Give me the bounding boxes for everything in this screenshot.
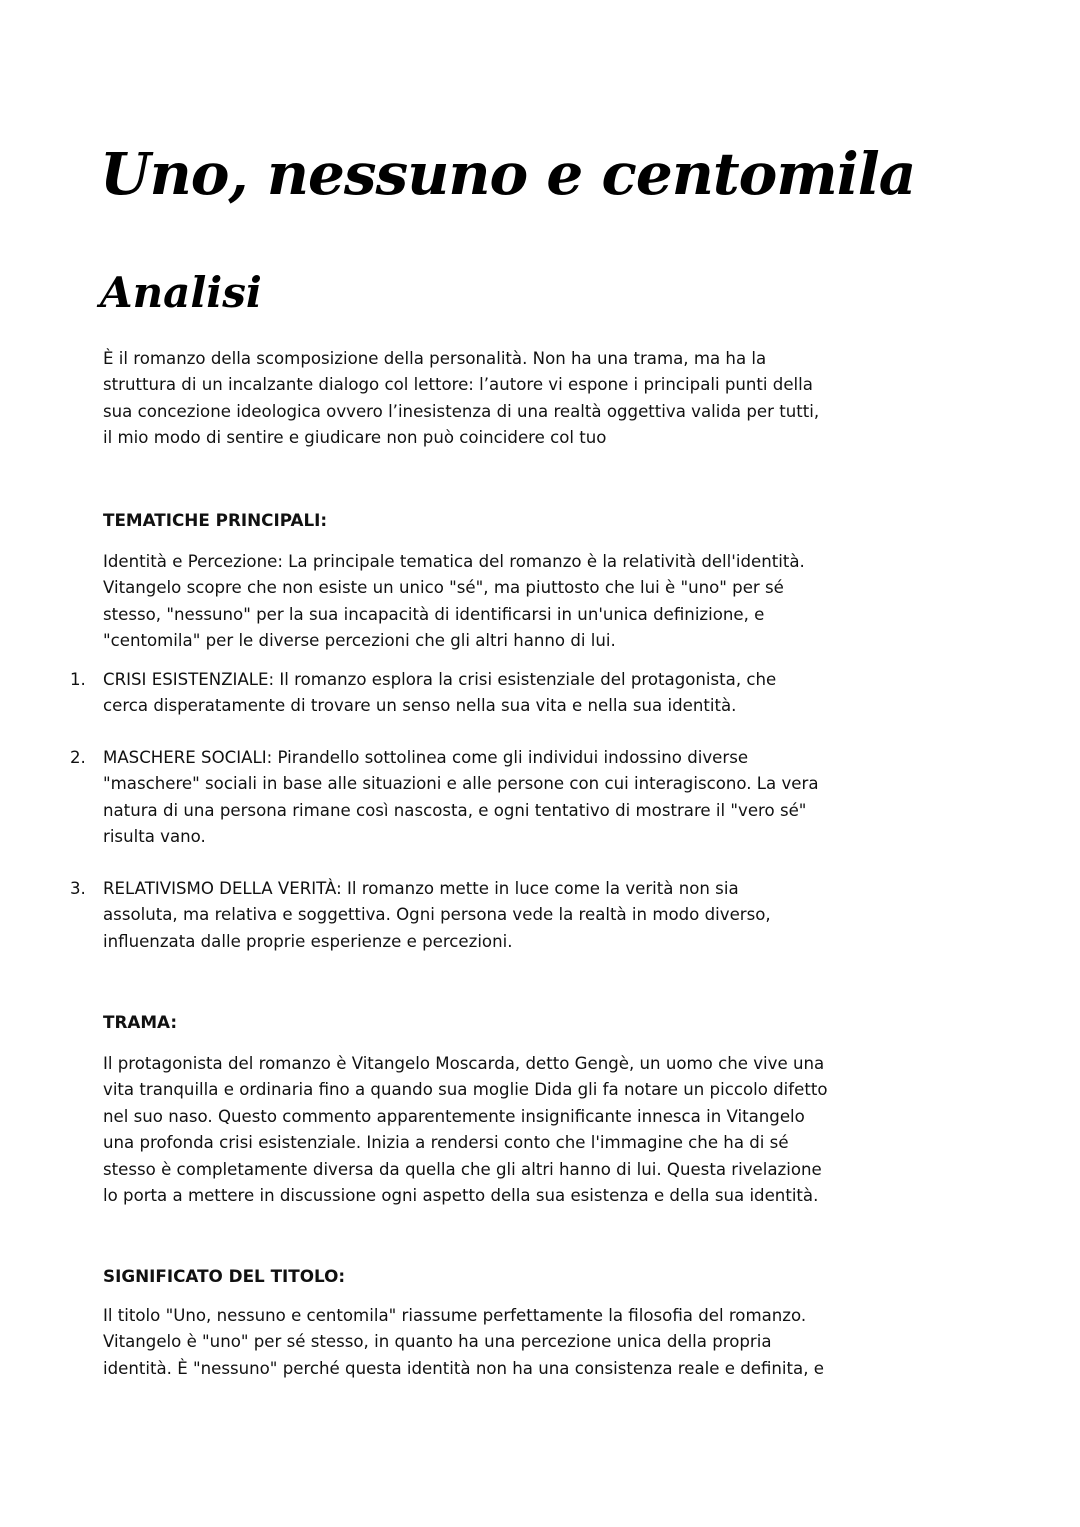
text-line: Il protagonista del romanzo è Vitangelo Moscarda, detto Gengè, un uomo che vive una [103,1054,825,1073]
list-number: 2. [70,748,86,767]
text-line: risulta vano. [103,827,206,847]
document-title: Uno, nessuno e centomila [100,140,916,208]
text-line: stesso è completamente diversa da quella che gli altri hanno di lui. Questa rivelazione [103,1159,822,1179]
intro-paragraph [103,346,1043,452]
list-item [103,667,1043,720]
list-item [103,876,1043,955]
text-line: "maschere" sociali in base alle situazioni e alle persone con cui interagiscono. La vera [103,774,819,794]
meaning-paragraph [103,1303,1043,1382]
text-line: Identità e Percezione: La principale tematica del romanzo è la relatività dell'identità. [103,552,805,571]
text-line: nel suo naso. Questo commento apparentemente insignificante innesca in Vitangelo [103,1106,805,1126]
section-title-analisi: Analisi [100,268,262,317]
text-line: vita tranquilla e ordinaria fino a quando sua moglie Dida gli fa notare un piccolo difetto [103,1080,828,1100]
themes-intro-paragraph [103,549,1043,655]
text-line: identità. È "nessuno" perché questa identità non ha una consistenza reale e definita, e [103,1358,824,1378]
text-line: "centomila" per le diverse percezioni che gli altri hanno di lui. [103,631,616,651]
text-line: sua concezione ideologica ovvero l’inesistenza di una realtà oggettiva valida per tutti, [103,401,820,421]
text-line: una profonda crisi esistenziale. Inizia a rendersi conto che l'immagine che ha di sé [103,1133,789,1153]
text-line: stesso, "nessuno" per la sua incapacità di identificarsi in un'unica definizione, e [103,604,765,624]
text-line: cerca disperatamente di trovare un senso nella sua vita e nella sua identità. [103,696,737,716]
text-line: il mio modo di sentire e giudicare non può coincidere col tuo [103,428,607,448]
plot-paragraph [103,1051,1043,1209]
list-number: 1. [70,670,86,689]
text-line: È il romanzo della scomposizione della personalità. Non ha una trama, ma ha la [103,349,767,368]
list-item [103,745,1043,851]
list-number: 3. [70,879,86,898]
text-line: assoluta, ma relativa e soggettiva. Ogni persona vede la realtà in modo diverso, [103,905,771,925]
text-line: RELATIVISMO DELLA VERITÀ: Il romanzo mette in luce come la verità non sia [103,879,739,898]
text-line: MASCHERE SOCIALI: Pirandello sottolinea come gli individui indossino diverse [103,748,749,767]
text-line: Vitangelo scopre che non esiste un unico "sé", ma piuttosto che lui è "uno" per sé [103,578,784,598]
text-line: CRISI ESISTENZIALE: Il romanzo esplora la crisi esistenziale del protagonista, che [103,670,777,689]
text-line: natura di una persona rimane così nascosta, e ogni tentativo di mostrare il "vero sé" [103,800,807,820]
meaning-heading: SIGNIFICATO DEL TITOLO: [103,1266,346,1286]
text-line: lo porta a mettere in discussione ogni aspetto della sua esistenza e della sua identità. [103,1186,819,1206]
text-line: influenzata dalle proprie esperienze e percezioni. [103,931,513,951]
text-line: Il titolo "Uno, nessuno e centomila" riassume perfettamente la filosofia del romanzo. [103,1306,807,1325]
plot-heading: TRAMA: [103,1012,178,1032]
text-line: struttura di un incalzante dialogo col lettore: l’autore vi espone i principali punti della [103,375,813,395]
themes-heading: TEMATICHE PRINCIPALI: [103,510,328,530]
text-line: Vitangelo è "uno" per sé stesso, in quanto ha una percezione unica della propria [103,1332,772,1352]
